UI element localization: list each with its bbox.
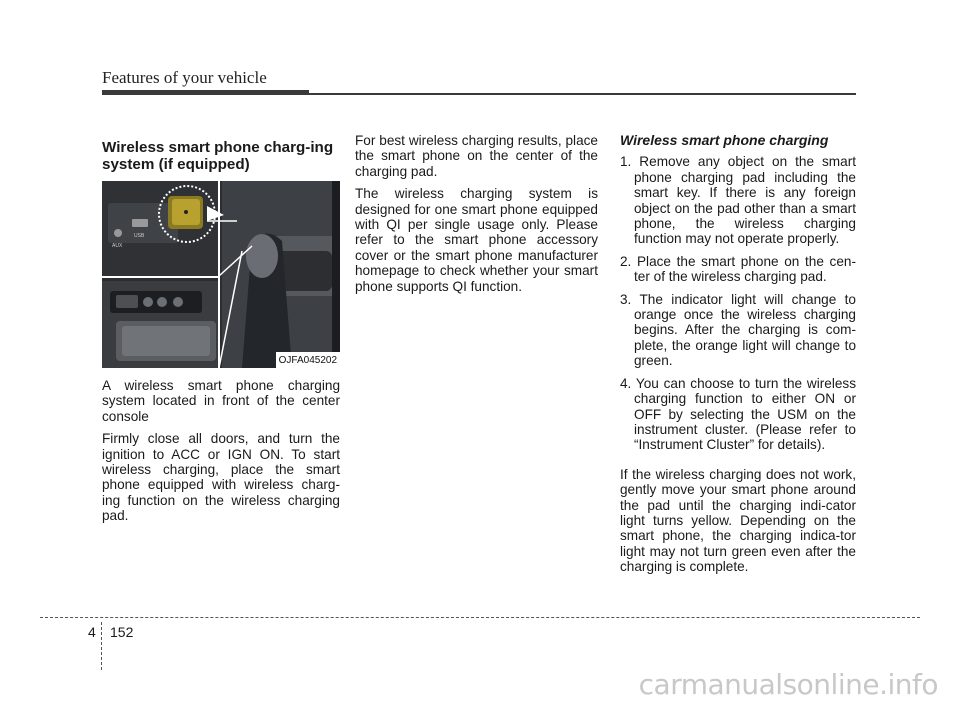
column-left (102, 139, 340, 531)
list-item: 1. Remove any object on the smart phone charging pad including the smart key. If there is any foreign object on the pad other than a smart phone, the wireless charging function may not operate properly. (620, 154, 856, 247)
column-right (620, 133, 856, 582)
aux-label: AUX (112, 243, 123, 249)
list-item: 2. Place the smart phone on the cen-ter of the wireless charging pad. (620, 253, 856, 285)
page-number: 152 (110, 624, 134, 640)
list-item: 4. You can choose to turn the wireless charging function to either ON or OFF by selecting the USM on the instrument cluster. (Please refer to “Instrument Cluster” for details). (620, 375, 856, 453)
watermark: carmanualsonline.info (638, 668, 938, 701)
charging-steps-list (620, 154, 856, 452)
page-header-title: Features of your vehicle (102, 68, 267, 87)
paragraph-qi-compatibility: The wireless charging system is designed for one smart phone equipped with QI per single usage only. Please refer to the smart phone accessory cover or the smart phone manufacturer homepage to check whether your smart phone supports QI function. (355, 186, 598, 294)
charging-pad-figure (102, 181, 340, 368)
header-rule-thin (309, 93, 856, 95)
usb-label: USB (134, 233, 145, 239)
list-item: 3. The indicator light will change to orange once the wireless charging begins. After the charging is com-plete, the orange light will change to green. (620, 291, 856, 369)
header-rule-thick (102, 90, 309, 95)
console-photo-illustration (102, 181, 340, 368)
section-heading: Wireless smart phone charg-ing system (if equipped) (102, 139, 334, 173)
paragraph-intro: A wireless smart phone charging system located in front of the center console (102, 378, 340, 424)
column-middle (355, 133, 598, 301)
chapter-number: 4 (88, 624, 96, 640)
footer-rule (40, 617, 920, 618)
paragraph-start-charging: Firmly close all doors, and turn the ignition to ACC or IGN ON. To start wireless charging, place the smart phone equipped with wireless charg-ing function on the wireless charging pad. (102, 431, 340, 524)
subsection-heading: Wireless smart phone charging (620, 132, 829, 148)
footer-divider (101, 622, 102, 670)
figure-code: OJFA045202 (276, 352, 340, 368)
paragraph-best-results: For best wireless charging results, place the smart phone on the center of the charging pad. (355, 133, 598, 179)
paragraph-troubleshooting: If the wireless charging does not work, gently move your smart phone around the pad until the charging indi-cator light turns yellow. Depending on the smart phone, the charging indica-tor light may not turn green even after the charging is complete. (620, 466, 856, 575)
